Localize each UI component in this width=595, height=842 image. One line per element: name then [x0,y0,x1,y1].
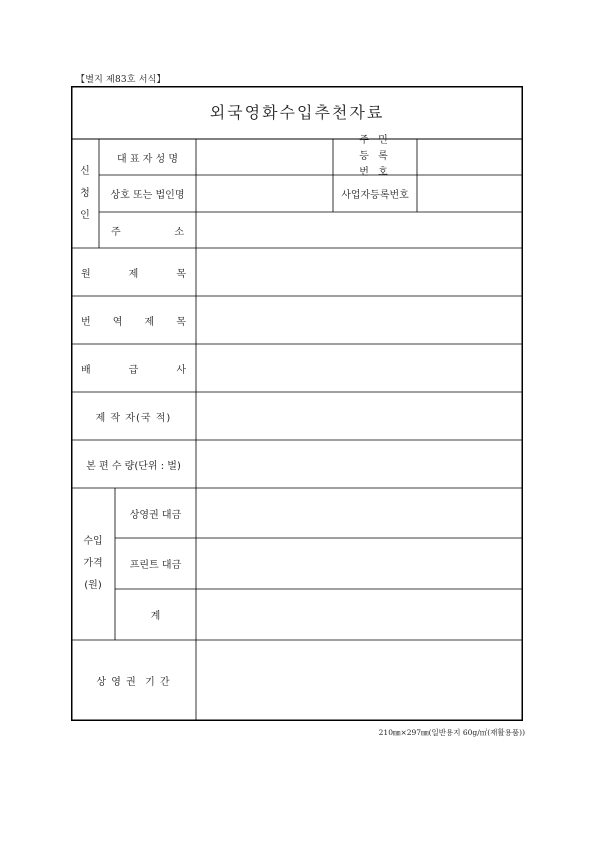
applicant-group-label [71,139,99,248]
print-fee-label: 프린트 대금 [129,560,182,571]
distributor-char-3: 사 [176,364,186,376]
total-label: 계 [150,611,161,622]
resident-no-label: 주 민 등 록 번 호 [359,135,391,178]
translated-title-char-1: 번 [81,316,91,328]
translated-title-char-3: 제 [144,316,155,328]
original-title-char-2: 제 [128,268,139,280]
business-no-label: 사업자등록번호 [341,190,409,201]
business-no-field[interactable] [418,176,522,212]
distributor-char-2: 급 [128,364,139,376]
import-price-line-1: 수입 [83,536,103,547]
print-count-field[interactable] [197,441,522,488]
applicant-char-3: 인 [80,209,90,221]
address-label [99,212,196,248]
distributor-field[interactable] [197,345,522,392]
translated-title-char-2: 역 [112,316,123,328]
import-price-line-3: (원) [84,580,102,591]
original-title-label [71,248,196,296]
distributor-label [71,344,196,392]
original-title-field[interactable] [197,249,522,296]
paper-size-note: 210㎜×297㎜(일반용지 60g/㎡(재활용품)) [378,728,525,737]
rights-period-label: 상 영 권 기 간 [96,677,171,688]
resident-no-field[interactable] [418,140,522,175]
original-title-char-1: 원 [81,268,91,280]
import-price-line-2: 가격 [83,558,103,569]
rights-fee-label: 상영권 대금 [129,509,182,521]
rep-name-field[interactable] [197,140,333,175]
producer-label: 제 작 자(국 적) [95,412,172,424]
applicant-char-2: 청 [80,187,90,199]
print-fee-field[interactable] [197,539,522,589]
producer-field[interactable] [197,393,522,440]
print-count-label: 본 편 수 량(단위 : 벌) [86,460,181,472]
rep-name-label: 대 표 자 성 명 [116,153,178,165]
import-price-group-label [71,488,115,640]
translated-title-field[interactable] [197,297,522,344]
form-number-label: 【별지 제83호 서식】 [76,75,166,85]
company-label: 상호 또는 법인명 [110,190,185,201]
address-char-2: 소 [174,226,184,238]
original-title-char-3: 목 [176,268,186,280]
applicant-char-1: 신 [80,165,90,177]
total-field[interactable] [197,590,522,640]
form-title: 외국영화수입추천자료 [209,103,385,122]
rights-fee-field[interactable] [197,489,522,538]
company-field[interactable] [197,176,333,212]
rights-period-field[interactable] [197,641,522,720]
address-field[interactable] [197,213,522,248]
translated-title-label [71,296,196,344]
address-char-1: 주 [111,226,121,238]
translated-title-char-4: 목 [176,316,186,328]
distributor-char-1: 배 [81,364,91,376]
